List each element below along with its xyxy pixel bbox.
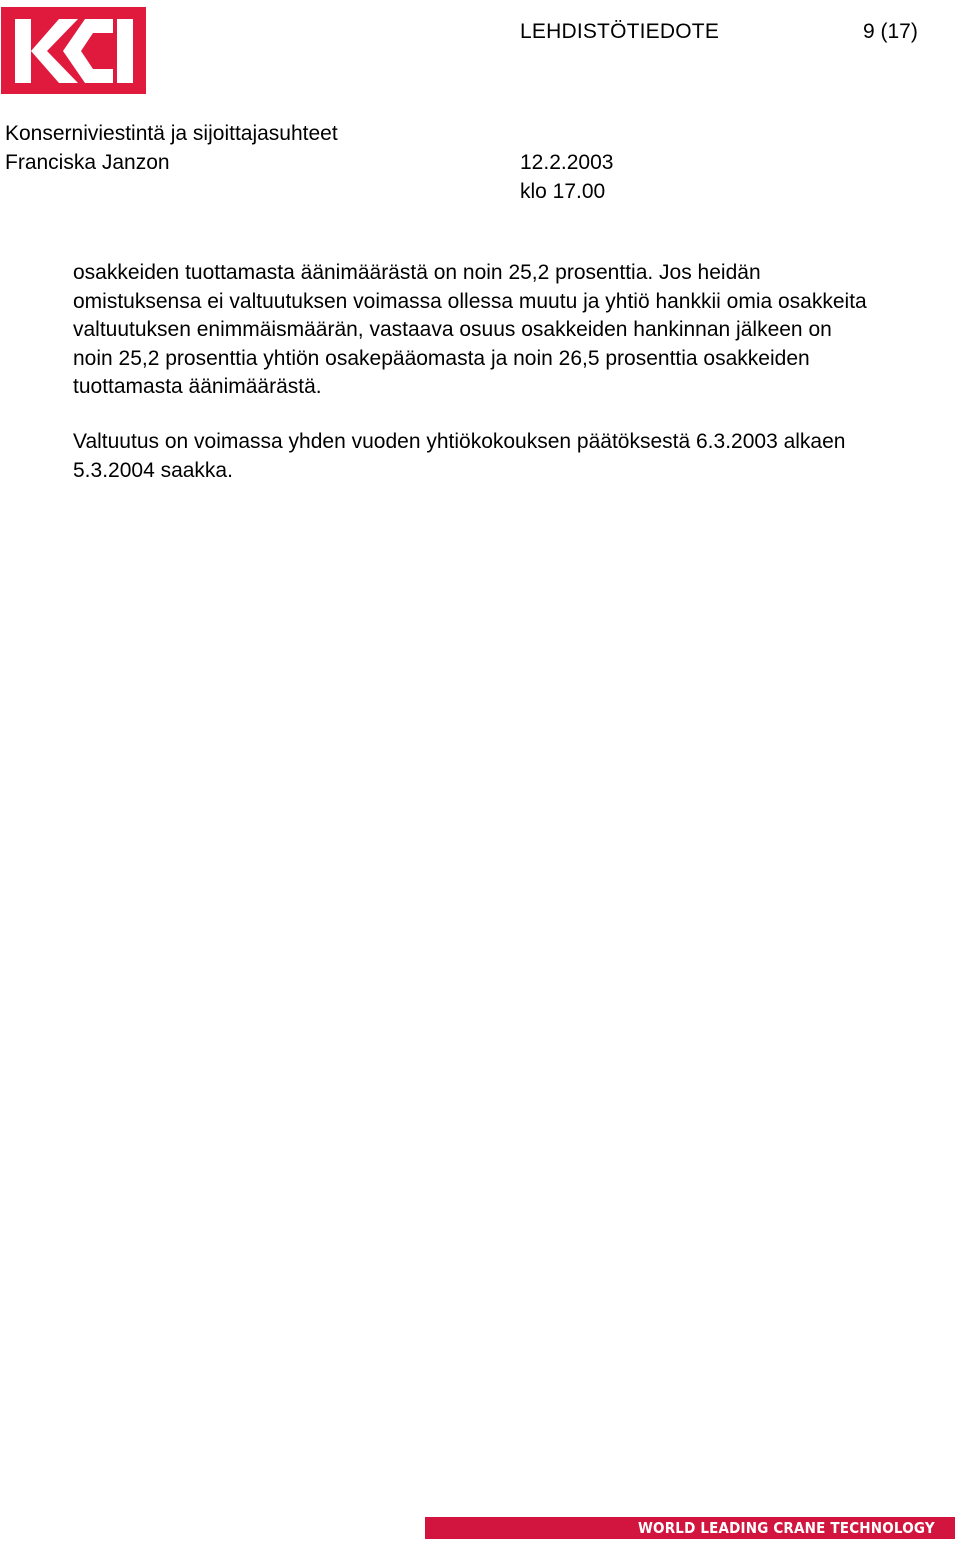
paragraph-2-line: Valtuutus on voimassa yhden vuoden yhtiökokouksen päätöksestä 6.3.2003 alkaen: [73, 429, 846, 453]
page-number: 9 (17): [863, 20, 918, 43]
kci-logo-graphic: [1, 7, 146, 94]
paragraph-1-line: omistuksensa ei valtuutuksen voimassa ollessa muutu ja yhtiö hankkii omia osakkeita: [73, 289, 867, 313]
document-type: LEHDISTÖTIEDOTE: [520, 20, 720, 43]
footer-bar: [425, 1517, 955, 1539]
paragraph-1-line: osakkeiden tuottamasta äänimäärästä on noin 25,2 prosenttia. Jos heidän: [73, 261, 761, 284]
paragraph-2-line: 5.3.2004 saakka.: [73, 458, 233, 482]
paragraph-2: [73, 428, 953, 485]
paragraph-1-line: tuottamasta äänimäärästä.: [73, 375, 322, 399]
kci-logo: [1, 7, 146, 94]
footer-slogan: WORLD LEADING CRANE TECHNOLOGY: [638, 1519, 935, 1537]
paragraph-1-line: valtuutuksen enimmäismäärän, vastaava osuus osakkeiden hankinnan jälkeen on: [73, 318, 832, 342]
author-name: Franciska Janzon: [5, 151, 170, 174]
paragraph-1-line: noin 25,2 prosenttia yhtiön osakepääomasta ja noin 26,5 prosenttia osakkeiden: [73, 346, 810, 370]
department: Konserniviestintä ja sijoittajasuhteet: [5, 122, 338, 145]
release-date: 12.2.2003: [520, 151, 614, 174]
release-time: klo 17.00: [520, 180, 606, 203]
paragraph-1: [73, 259, 953, 402]
press-release-body: [73, 259, 953, 485]
